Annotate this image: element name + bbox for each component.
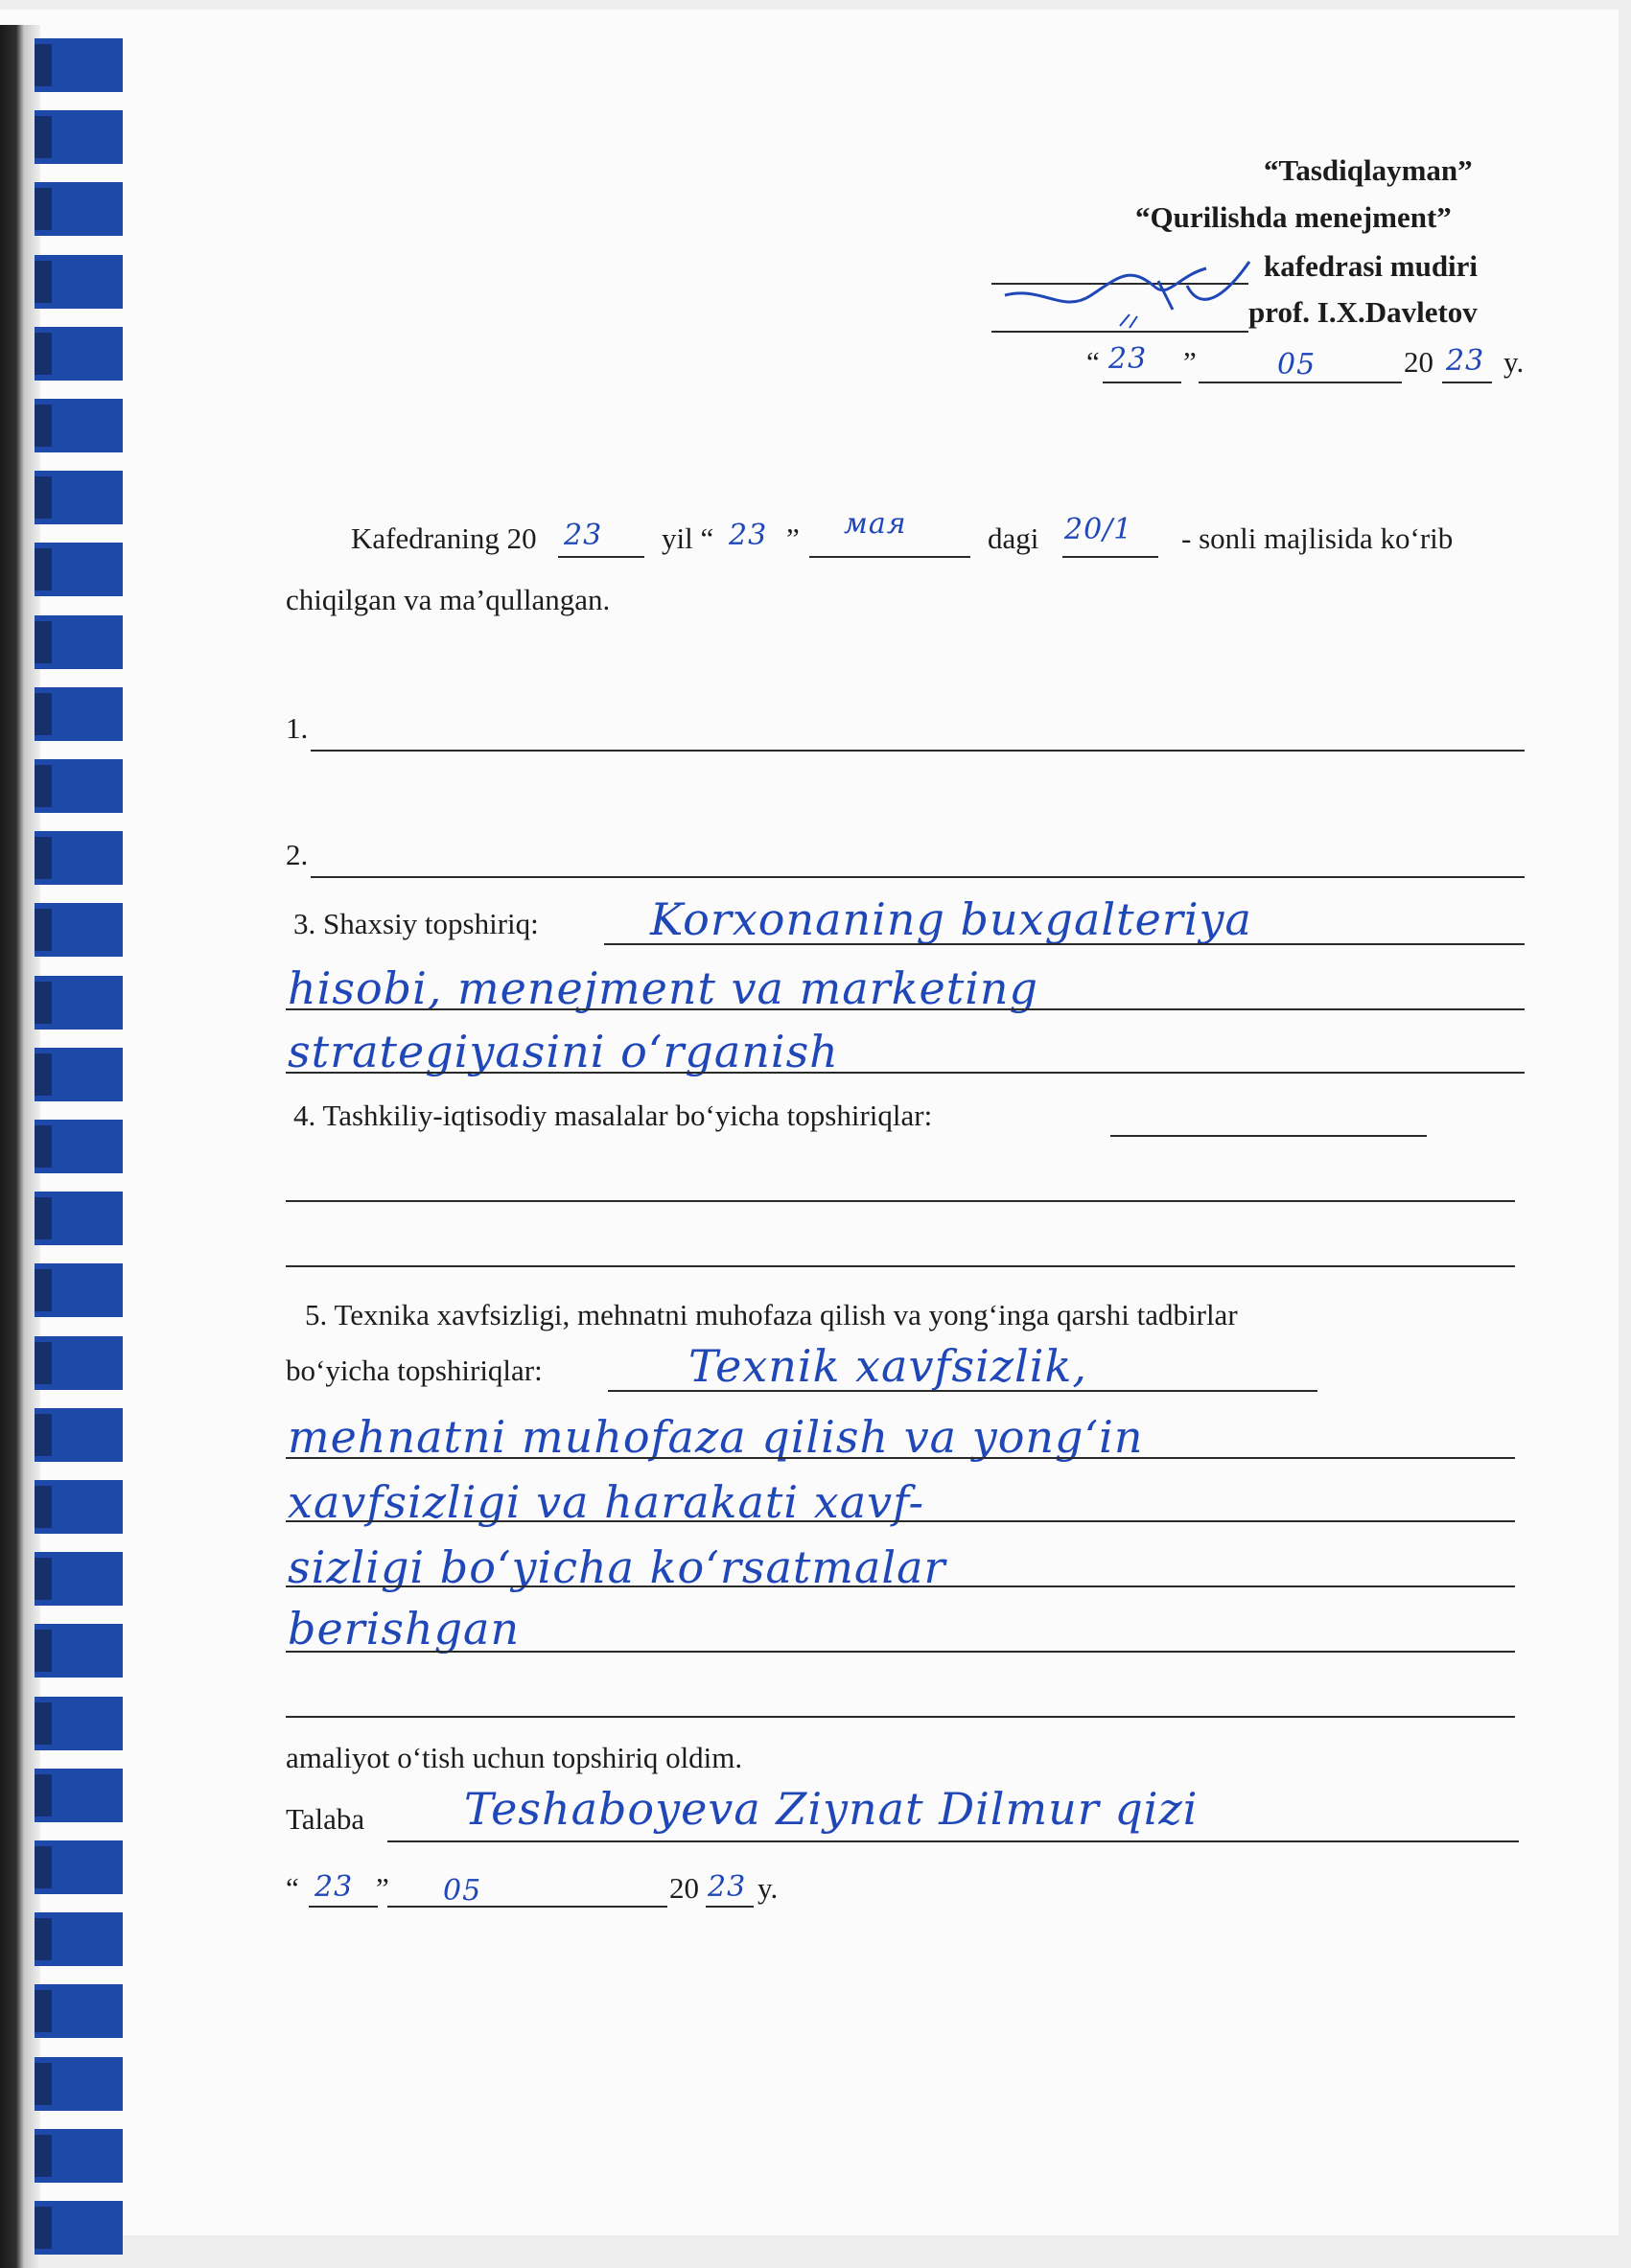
item-5-line-3 (286, 1520, 1515, 1522)
approval-year-mark: y. (1503, 345, 1525, 379)
binding-tab (35, 1408, 123, 1462)
item-5-handwriting-5: berishgan (288, 1603, 521, 1655)
binding-tab (35, 759, 123, 813)
meeting-year-line (558, 556, 644, 558)
footer-month-line (387, 1906, 667, 1908)
footer-date-month: 05 (443, 1874, 482, 1908)
binding-tab (35, 38, 123, 92)
binding-tab (35, 1697, 123, 1750)
approval-date-month: 05 (1277, 348, 1316, 382)
item-5-label-1: 5. Texnika xavfsizligi, mehnatni muhofaza qilish va yong‘inga qarshi tadbirlar (305, 1298, 1238, 1331)
item-4-line-3 (286, 1265, 1515, 1267)
binding-tab (35, 1624, 123, 1678)
student-line (387, 1840, 1519, 1842)
item-3-line-3 (286, 1072, 1525, 1074)
meeting-number: 20/1 (1064, 513, 1133, 546)
binding-tab (35, 255, 123, 309)
binding-tab (35, 1336, 123, 1390)
footer-year-prefix: 20 (669, 1871, 699, 1905)
approval-department: “Qurilishda menejment” (1135, 200, 1452, 234)
binding-tab (35, 1840, 123, 1894)
binding-tab (35, 327, 123, 381)
binding-tab (35, 471, 123, 524)
meeting-month: мая (844, 507, 907, 541)
item-1-line (311, 750, 1525, 752)
binding-tab (35, 2201, 123, 2255)
binding-tab (35, 1192, 123, 1245)
binding-tab (35, 1552, 123, 1606)
meeting-text-2: yil “ (662, 521, 714, 555)
item-3-handwriting-2: hisobi, menejment va marketing (288, 962, 1039, 1014)
approval-title: “Tasdiqlayman” (1264, 153, 1473, 187)
binding-tab (35, 976, 123, 1030)
footer-date-open: “ (286, 1871, 299, 1905)
meeting-text-3: ” (786, 521, 800, 555)
binding-tab (35, 1263, 123, 1317)
item-3-line-1 (604, 943, 1525, 945)
meeting-text-5: - sonli majlisida ko‘rib (1181, 521, 1454, 555)
binding-tab (35, 543, 123, 596)
meeting-text-1: Kafedraning 20 (351, 521, 537, 555)
binding-tab (35, 1120, 123, 1173)
approval-date-close: ” (1183, 345, 1197, 379)
item-5-handwriting-1: Texnik xavfsizlik, (688, 1340, 1087, 1392)
approval-year-line (1442, 382, 1492, 383)
meeting-day: 23 (729, 519, 768, 552)
received-text: amaliyot o‘tish uchun topshiriq oldim. (286, 1741, 743, 1774)
item-5-label-2: bo‘yicha topshiriqlar: (286, 1354, 543, 1387)
approval-head: kafedrasi mudiri (1264, 249, 1479, 283)
binding-tab (35, 2057, 123, 2111)
item-3-label: 3. Shaxsiy topshiriq: (293, 907, 539, 940)
footer-year-suffix: 23 (708, 1870, 747, 1904)
binding-tab (35, 903, 123, 957)
approval-year-suffix: 23 (1446, 344, 1485, 378)
binding-tab (35, 687, 123, 741)
item-5-line-6 (286, 1716, 1515, 1718)
item-5-line-1 (608, 1390, 1317, 1392)
item-5-line-5 (286, 1651, 1515, 1653)
binding-tab (35, 110, 123, 164)
item-3-handwriting-3: strategiyasini o‘rganish (288, 1026, 839, 1077)
meeting-number-line (1062, 556, 1158, 558)
footer-date-day: 23 (315, 1870, 354, 1904)
student-label: Talaba (286, 1802, 365, 1836)
approval-day-line (1103, 382, 1181, 383)
binding-tab (35, 399, 123, 452)
item-3-line-2 (286, 1008, 1525, 1010)
binding-tab (35, 831, 123, 885)
meeting-year: 23 (564, 519, 603, 552)
item-5-handwriting-4: sizligi bo‘yicha ko‘rsatmalar (288, 1541, 946, 1593)
item-2-label: 2. (286, 838, 309, 871)
item-5-handwriting-2: mehnatni muhofaza qilish va yong‘in (288, 1411, 1144, 1463)
approval-year-prefix: 20 (1404, 345, 1433, 379)
item-4-line-1 (1110, 1135, 1427, 1137)
spiral-binding (0, 0, 127, 2242)
binding-tab (35, 1048, 123, 1101)
binding-tab (35, 615, 123, 669)
meeting-text-line2: chiqilgan va ma’qullangan. (286, 583, 611, 616)
item-5-line-2 (286, 1457, 1515, 1459)
approval-name-line (991, 331, 1248, 333)
item-5-handwriting-3: xavfsizligi va harakati xavf- (288, 1476, 925, 1528)
student-name: Teshaboyeva Ziynat Dilmur qizi (464, 1783, 1199, 1835)
item-3-handwriting-1: Korxonaning buxgalteriya (650, 893, 1252, 945)
item-4-label: 4. Tashkiliy-iqtisodiy masalalar bo‘yicha topshiriqlar: (293, 1099, 933, 1132)
item-4-line-2 (286, 1200, 1515, 1202)
footer-year-mark: y. (757, 1871, 779, 1905)
footer-year-line (706, 1906, 754, 1908)
footer-date-close: ” (376, 1871, 389, 1905)
binding-tab (35, 1912, 123, 1966)
approval-date-day: 23 (1108, 342, 1148, 376)
binding-tab (35, 182, 123, 236)
binding-tab (35, 1769, 123, 1822)
binding-tab (35, 2129, 123, 2183)
approval-date-open: “ (1086, 345, 1100, 379)
item-1-label: 1. (286, 711, 309, 745)
meeting-month-line (809, 556, 970, 558)
item-2-line (311, 876, 1525, 878)
approval-name: prof. I.X.Davletov (1248, 295, 1478, 329)
item-5-line-4 (286, 1585, 1515, 1587)
approval-month-line (1199, 382, 1402, 383)
meeting-text-4: dagi (988, 521, 1039, 555)
binding-tab (35, 1480, 123, 1534)
binding-tab (35, 1984, 123, 2038)
footer-day-line (309, 1906, 378, 1908)
